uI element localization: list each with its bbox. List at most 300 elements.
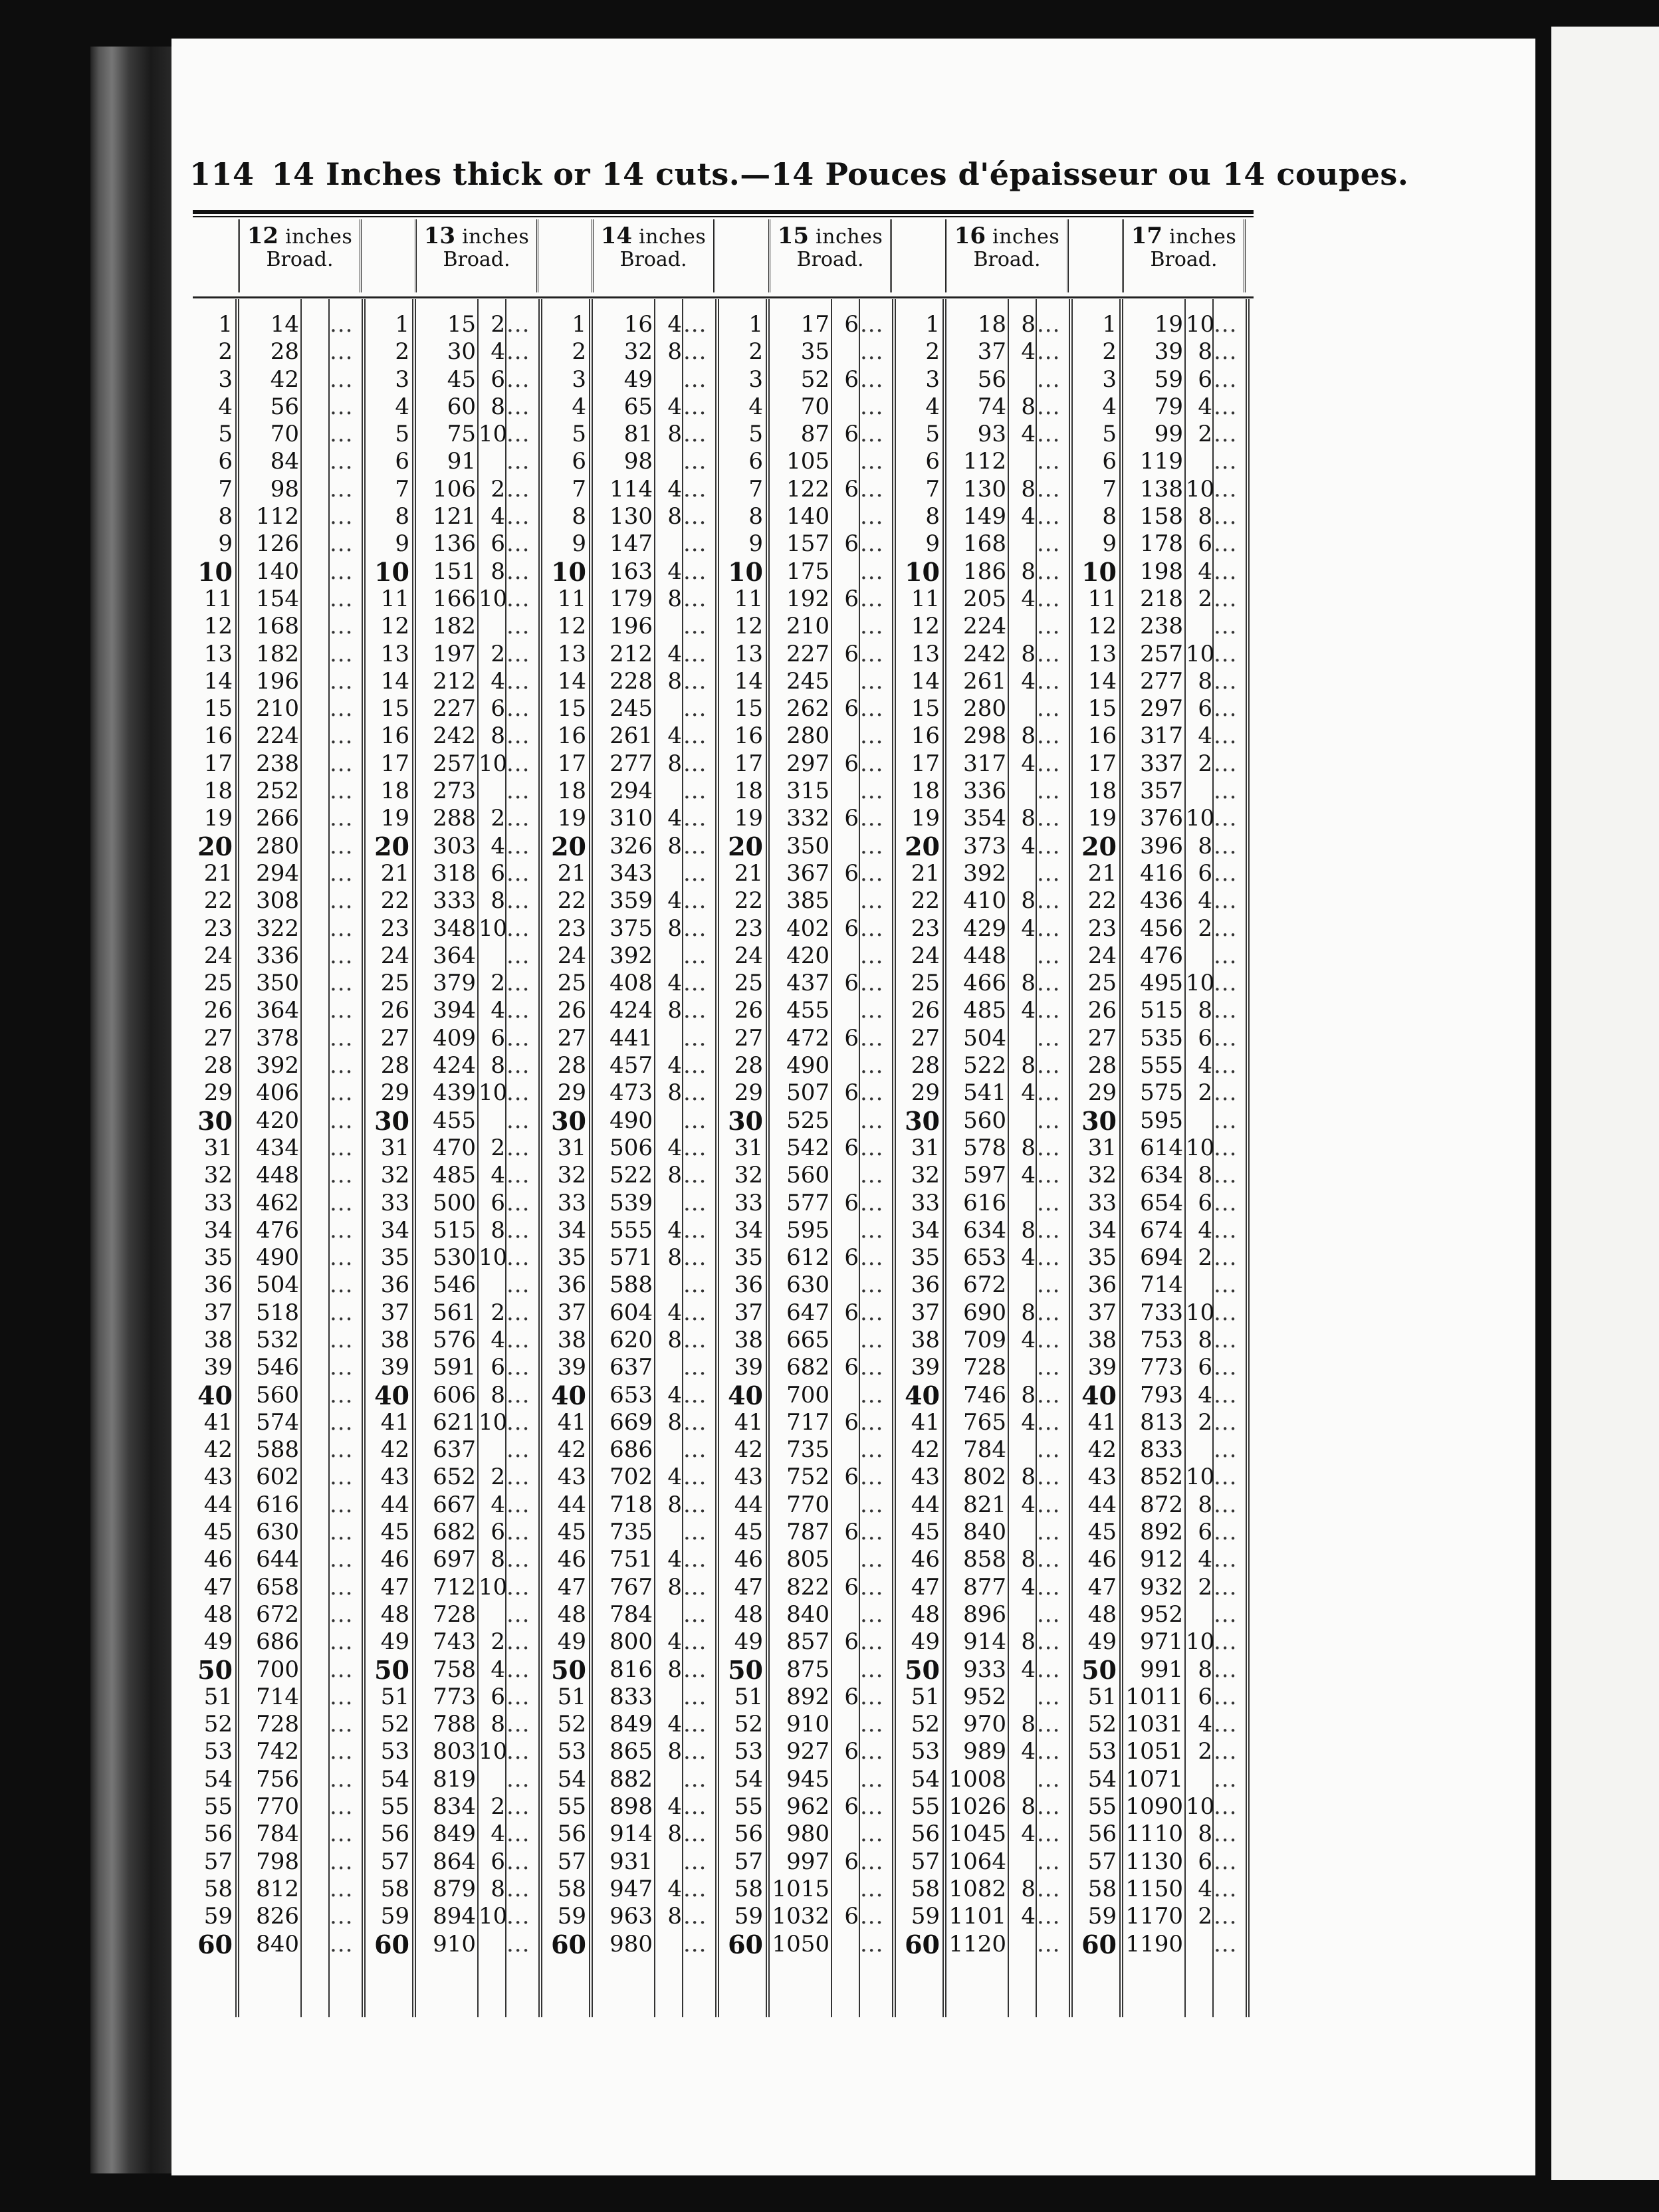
table-row [370,1025,546,1052]
table-row [1077,1876,1254,1903]
dotted-leader: ... [330,613,354,640]
length-cell: 9 [395,530,409,558]
dotted-leader: ... [330,1628,354,1656]
table-row [723,1354,900,1381]
table-row [370,1052,546,1079]
inches-cell: 6 [844,1793,859,1821]
feet-cell: 81 [623,421,653,448]
length-header-cell [723,219,766,292]
length-cell: 32 [203,1162,233,1189]
length-cell: 35 [203,1244,233,1272]
dotted-leader: ... [683,1573,707,1601]
table-row [900,1711,1077,1738]
length-cell: 6 [395,448,409,475]
inches-cell: 8 [491,1711,505,1738]
length-cell: 7 [218,475,233,502]
table-row [900,1601,1077,1628]
length-cell: 55 [380,1793,409,1821]
feet-cell: 962 [786,1793,830,1821]
length-cell: 12 [203,613,233,640]
feet-cell: 70 [270,421,299,448]
length-cell: 47 [734,1573,763,1601]
feet-cell: 39 [1154,338,1183,366]
feet-cell: 350 [786,832,830,859]
inches-cell: 2 [1198,1079,1212,1107]
dotted-leader: ... [860,1821,884,1848]
table-row [546,915,723,942]
feet-cell: 931 [609,1848,653,1875]
table-row [1077,1025,1254,1052]
table-row [1077,1299,1254,1327]
length-cell: 27 [1087,1024,1117,1051]
inches-cell: 6 [491,1354,505,1381]
inches-cell: 8 [667,832,682,859]
table-row [193,1162,370,1189]
inches-cell: 10 [479,585,508,612]
table-row [370,1546,546,1573]
table-row [370,1299,546,1327]
inches-cell: 6 [844,1024,859,1051]
dotted-leader: ... [683,393,707,420]
table-row [370,970,546,997]
dotted-leader: ... [1214,1848,1238,1875]
length-cell: 28 [734,1052,763,1079]
length-cell: 9 [572,530,586,558]
dotted-leader: ... [506,393,530,420]
length-cell: 10 [728,556,763,587]
length-cell: 33 [911,1189,940,1216]
table-row [546,1052,723,1079]
feet-cell: 879 [433,1875,476,1902]
dotted-leader: ... [506,667,530,695]
table-row [723,1272,900,1299]
table-row [546,338,723,366]
table-row [546,1656,723,1684]
dotted-leader: ... [330,393,354,420]
feet-cell: 857 [786,1628,830,1656]
table-row [370,1409,546,1436]
table-row [370,1464,546,1491]
feet-cell: 315 [786,778,830,805]
table-row [370,530,546,558]
length-cell: 26 [1087,997,1117,1024]
feet-cell: 280 [256,832,299,859]
dotted-leader: ... [506,970,530,997]
dotted-leader: ... [1214,1821,1238,1848]
length-cell: 10 [1081,556,1117,587]
length-cell: 54 [1087,1765,1117,1793]
length-cell: 53 [734,1738,763,1765]
inches-cell: 4 [1021,997,1036,1024]
length-cell: 44 [203,1491,233,1518]
dotted-leader: ... [1037,1573,1061,1601]
width-number: 15 [777,223,810,249]
table-row [900,1409,1077,1436]
length-cell: 3 [925,366,940,393]
inches-cell: 8 [667,1326,682,1353]
inches-cell: 10 [1186,1628,1215,1656]
table-row [1077,1684,1254,1711]
dotted-leader: ... [1037,1903,1061,1930]
feet-cell: 392 [963,859,1006,887]
table-row [723,1876,900,1903]
table-row [193,1821,370,1848]
length-cell: 20 [728,831,763,861]
inches-cell: 2 [1198,1244,1212,1272]
feet-cell: 42 [270,366,299,393]
length-cell: 4 [572,393,586,420]
inches-cell: 4 [1021,750,1036,777]
length-cell: 21 [203,859,233,887]
feet-cell: 672 [963,1272,1006,1299]
feet-cell: 294 [609,778,653,805]
dotted-leader: ... [860,1299,884,1326]
dotted-leader: ... [330,1711,354,1738]
feet-cell: 653 [963,1244,1006,1272]
length-cell: 8 [218,503,233,530]
dotted-leader: ... [506,421,530,448]
length-cell: 10 [905,556,940,587]
inches-cell: 2 [491,1628,505,1656]
table-row [900,1876,1077,1903]
feet-cell: 770 [786,1491,830,1518]
feet-cell: 439 [433,1079,476,1107]
feet-cell: 1011 [1125,1683,1183,1710]
dotted-leader: ... [330,1079,354,1107]
feet-cell: 1120 [948,1930,1006,1957]
feet-cell: 196 [609,613,653,640]
length-cell: 56 [557,1821,586,1848]
inches-cell: 8 [1021,805,1036,832]
length-cell: 51 [203,1683,233,1710]
dotted-leader: ... [860,970,884,997]
feet-cell: 455 [786,997,830,1024]
table-row [193,1793,370,1821]
length-cell: 45 [203,1519,233,1546]
feet-cell: 1008 [948,1765,1006,1793]
table-row [1077,1821,1254,1848]
length-cell: 17 [911,750,940,777]
feet-cell: 373 [963,832,1006,859]
dotted-leader: ... [330,1464,354,1491]
table-row [546,1464,723,1491]
dotted-leader: ... [330,1738,354,1765]
length-cell: 12 [1087,613,1117,640]
table-row [370,1574,546,1601]
feet-cell: 546 [433,1272,476,1299]
dotted-leader: ... [683,311,707,338]
length-cell: 49 [557,1628,586,1656]
table-row [546,503,723,530]
table-row [900,476,1077,503]
heading-rule [193,210,1254,217]
length-cell: 23 [734,915,763,942]
table-row [1077,1656,1254,1684]
dotted-leader: ... [1214,1408,1238,1436]
table-row [193,1272,370,1299]
dotted-leader: ... [1037,832,1061,859]
column-group [546,219,723,2017]
table-row [546,1299,723,1327]
table-row [370,942,546,970]
feet-cell: 74 [977,393,1006,420]
table-row [193,1601,370,1628]
table-row [900,1107,1077,1135]
length-cell: 25 [734,970,763,997]
feet-cell: 858 [963,1546,1006,1573]
width-unit: inches [986,225,1060,249]
table-row [1077,503,1254,530]
table-row [370,1327,546,1354]
dotted-leader: ... [506,503,530,530]
dotted-leader: ... [330,1875,354,1902]
length-cell: 25 [1087,970,1117,997]
inches-cell: 2 [491,1299,505,1326]
dotted-leader: ... [506,1354,530,1381]
length-cell: 33 [203,1189,233,1216]
table-row [723,1327,900,1354]
table-row [370,1382,546,1409]
feet-cell: 644 [256,1546,299,1573]
dotted-leader: ... [330,942,354,969]
width-header [768,219,892,292]
table-row [193,668,370,695]
length-cell: 18 [557,778,586,805]
table-row [546,1492,723,1519]
length-cell: 39 [380,1354,409,1381]
dotted-leader: ... [683,1326,707,1353]
length-cell: 29 [911,1079,940,1107]
length-cell: 5 [395,421,409,448]
table-row [1077,860,1254,887]
table-row [370,613,546,640]
table-row [546,311,723,338]
feet-cell: 555 [609,1216,653,1244]
feet-cell: 882 [609,1765,653,1793]
feet-cell: 112 [963,448,1006,475]
table-row [546,1244,723,1272]
table-row [1077,1519,1254,1546]
dotted-leader: ... [1214,1875,1238,1902]
inches-cell: 8 [1021,1628,1036,1656]
feet-cell: 840 [963,1519,1006,1546]
table-row [193,915,370,942]
length-cell: 40 [728,1380,763,1410]
facing-page-edge [1551,27,1659,2180]
feet-cell: 434 [256,1134,299,1161]
length-cell: 50 [197,1654,233,1685]
feet-cell: 350 [256,970,299,997]
table-row [723,1190,900,1217]
dotted-leader: ... [683,695,707,722]
feet-cell: 574 [256,1408,299,1436]
table-row [1077,1766,1254,1793]
dotted-leader: ... [860,1519,884,1546]
feet-cell: 242 [963,640,1006,667]
length-cell: 57 [203,1848,233,1875]
length-cell: 57 [1087,1848,1117,1875]
dotted-leader: ... [330,1793,354,1821]
dotted-leader: ... [1037,1326,1061,1353]
feet-cell: 385 [786,887,830,915]
inches-cell: 4 [667,1875,682,1902]
table-row [546,695,723,722]
dotted-leader: ... [1214,1244,1238,1272]
inches-cell: 4 [667,1216,682,1244]
inches-cell: 4 [1198,393,1212,420]
table-row [723,1299,900,1327]
table-row [370,668,546,695]
inches-cell: 4 [667,805,682,832]
length-cell: 21 [734,859,763,887]
feet-cell: 394 [433,997,476,1024]
table-row [193,1876,370,1903]
table-row [1077,530,1254,558]
feet-cell: 735 [786,1436,830,1464]
dotted-leader: ... [1214,997,1238,1024]
table-row [370,338,546,366]
length-cell: 3 [748,366,763,393]
table-row [193,695,370,722]
feet-cell: 595 [786,1216,830,1244]
table-row [546,1711,723,1738]
dotted-leader: ... [330,1683,354,1710]
table-row [723,311,900,338]
inches-cell: 8 [1021,1299,1036,1326]
dotted-leader: ... [1037,1601,1061,1628]
table-row [900,778,1077,805]
dotted-leader: ... [506,1601,530,1628]
feet-cell: 1031 [1125,1711,1183,1738]
length-cell: 1 [218,311,233,338]
table-row [546,1931,723,1958]
dotted-leader: ... [1214,421,1238,448]
dotted-leader: ... [1214,1272,1238,1299]
length-cell: 19 [557,805,586,832]
dotted-leader: ... [1214,1683,1238,1710]
dotted-leader: ... [860,750,884,777]
inches-cell: 8 [491,1546,505,1573]
table-rows [193,311,370,1958]
dotted-leader: ... [860,887,884,915]
feet-cell: 756 [256,1765,299,1793]
feet-cell: 560 [786,1162,830,1189]
feet-cell: 227 [786,640,830,667]
length-cell: 22 [203,887,233,915]
dotted-leader: ... [683,722,707,750]
table-row [370,1628,546,1656]
length-cell: 42 [380,1436,409,1464]
table-row [900,1135,1077,1162]
feet-cell: 182 [433,613,476,640]
length-cell: 43 [911,1464,940,1491]
length-cell: 32 [380,1162,409,1189]
length-cell: 60 [1081,1929,1117,1959]
length-cell: 6 [1102,448,1117,475]
width-unit: inches [1162,225,1237,249]
table-row [193,887,370,915]
table-row [1077,1079,1254,1107]
dotted-leader: ... [1214,722,1238,750]
feet-cell: 595 [1140,1107,1183,1134]
table-row [546,393,723,421]
length-cell: 2 [925,338,940,366]
width-unit: inches [632,225,707,249]
inches-cell: 4 [667,640,682,667]
table-row [900,1025,1077,1052]
inches-cell: 4 [1021,832,1036,859]
table-row [723,1492,900,1519]
feet-cell: 669 [609,1408,653,1436]
feet-cell: 852 [1140,1464,1183,1491]
dotted-leader: ... [683,1134,707,1161]
length-cell: 17 [734,750,763,777]
dotted-leader: ... [1037,915,1061,942]
length-cell: 13 [911,640,940,667]
dotted-leader: ... [683,1601,707,1628]
length-cell: 8 [395,503,409,530]
length-cell: 15 [557,695,586,722]
table-row [723,476,900,503]
feet-cell: 504 [256,1272,299,1299]
table-row [370,586,546,613]
dotted-leader: ... [1214,667,1238,695]
table-row [1077,558,1254,586]
length-cell: 21 [557,859,586,887]
feet-cell: 506 [609,1134,653,1161]
inches-cell: 2 [491,311,505,338]
table-row [723,887,900,915]
feet-cell: 280 [786,722,830,750]
dotted-leader: ... [683,1107,707,1134]
length-cell: 10 [197,556,233,587]
table-row [723,860,900,887]
inches-cell: 6 [844,695,859,722]
inches-cell: 4 [667,1793,682,1821]
dotted-leader: ... [860,915,884,942]
length-cell: 58 [203,1875,233,1902]
inches-cell: 4 [1021,1821,1036,1848]
length-header-cell [370,219,412,292]
column-group [1077,219,1254,2017]
length-cell: 20 [905,831,940,861]
feet-cell: 245 [786,667,830,695]
table-row [546,887,723,915]
feet-cell: 298 [963,722,1006,750]
length-cell: 1 [572,311,586,338]
dotted-leader: ... [1214,1628,1238,1656]
dotted-leader: ... [506,1848,530,1875]
table-row [1077,1464,1254,1491]
feet-cell: 1090 [1125,1793,1183,1821]
dotted-leader: ... [860,1683,884,1710]
dotted-leader: ... [1037,722,1061,750]
dotted-leader: ... [1214,915,1238,942]
feet-cell: 914 [609,1821,653,1848]
length-cell: 54 [911,1765,940,1793]
inches-cell: 6 [1198,1683,1212,1710]
feet-cell: 410 [963,887,1006,915]
table-row [546,641,723,668]
table-row [723,778,900,805]
inches-cell: 6 [491,1848,505,1875]
dotted-leader: ... [506,832,530,859]
length-cell: 16 [380,722,409,750]
feet-cell: 224 [963,613,1006,640]
length-cell: 11 [380,585,409,612]
dotted-leader: ... [683,530,707,558]
feet-cell: 575 [1140,1079,1183,1107]
